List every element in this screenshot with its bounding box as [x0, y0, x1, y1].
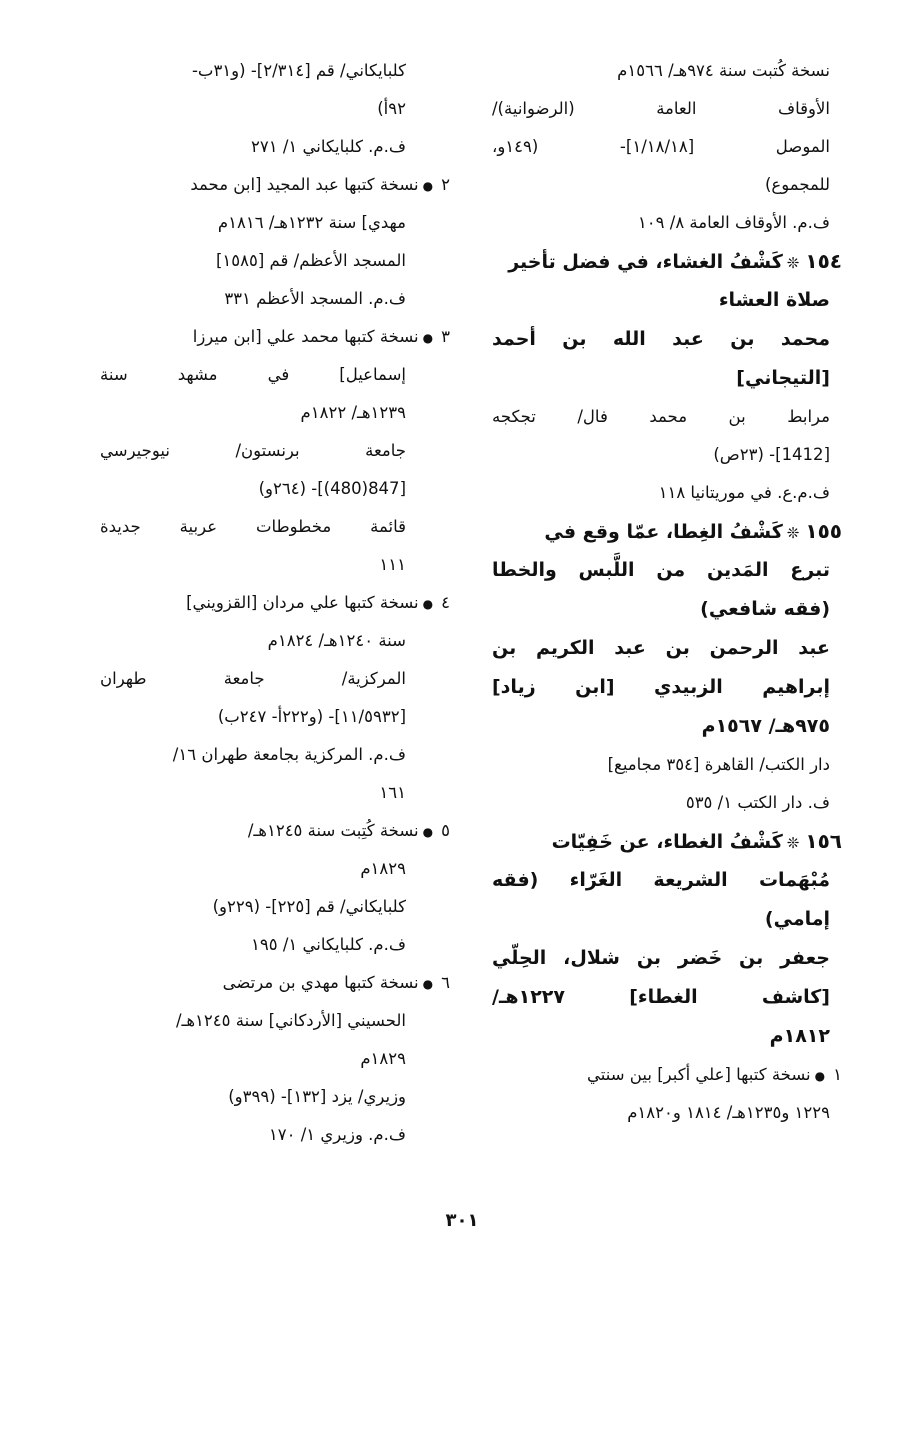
text-line: نسخة كُتبت سنة ٩٧٤هـ/ ١٥٦٦م — [617, 61, 830, 80]
left-column — [100, 52, 450, 1154]
text-line: للمجموع) — [764, 175, 830, 194]
copy-number: ٢ — [441, 175, 450, 194]
catalog-reference: ف. دار الكتب ١/ ٥٣٥ — [685, 793, 830, 812]
copy-description: نسخة كتبها عبد المجيد [ابن محمد — [190, 175, 419, 194]
entry-title: تبرع المَدين من اللَّبس والخطا — [492, 559, 830, 581]
entry-number: ١٥٥ — [805, 519, 842, 543]
text-line: ف.م. الأوقاف العامة ٨/ ١٠٩ — [637, 213, 830, 232]
entry-author: إبراهيم الزبيدي [ابن زياد] — [492, 676, 830, 698]
bullet-icon: ● — [422, 824, 434, 839]
entry-number: ١٥٤ — [805, 249, 842, 273]
copy-number: ٥ — [441, 821, 450, 840]
manuscript-location: المسجد الأعظم/ قم [١٥٨٥] — [215, 251, 406, 270]
copy-description: مهدي] سنة ١٢٣٢هـ/ ١٨١٦م — [217, 213, 406, 232]
bullet-icon: ● — [422, 596, 434, 611]
star-icon: ❊ — [786, 834, 800, 852]
copy-description: ١٢٢٩ و١٢٣٥هـ/ ١٨١٤ و١٨٢٠م — [627, 1103, 830, 1122]
entry-author: محمد بن عبد الله بن أحمد — [492, 328, 830, 350]
entry-author: جعفر بن خَضر بن شلال، الحِلّي — [492, 947, 830, 969]
catalog-reference: ف.م. كلبايكاني ١/ ١٩٥ — [251, 935, 406, 954]
copy-description: نسخة كتبها [علي أكبر] بين سنتي — [587, 1065, 811, 1084]
copy-description: إسماعيل] في مشهد سنة — [100, 365, 406, 384]
entry-author: [التيجاني] — [736, 367, 830, 389]
entry-155-heading — [492, 512, 842, 551]
catalog-reference: ف.م. المركزية بجامعة طهران ١٦/ — [172, 745, 406, 764]
copy-number: ٦ — [441, 973, 450, 992]
star-icon: ❊ — [786, 524, 800, 542]
copy-item-6 — [100, 964, 450, 1002]
copy-item-2 — [100, 166, 450, 204]
right-column — [492, 52, 842, 1132]
star-icon: ❊ — [786, 254, 800, 272]
manuscript-shelfmark: [1412]- (٢٣ص) — [713, 445, 830, 464]
copy-item-3 — [100, 318, 450, 356]
copy-description: الحسيني [الأردكاني] سنة ١٢٤٥هـ/ — [175, 1011, 406, 1030]
manuscript-shelfmark: [847(480)]- (٢٦٤و) — [258, 479, 406, 498]
bullet-icon: ● — [814, 1068, 826, 1083]
manuscript-location: وزيري/ يزد [١٣٢]- (٣٩٩و) — [228, 1087, 406, 1106]
copy-description: نسخة كُتِبت سنة ١٢٤٥هـ/ — [247, 821, 419, 840]
entry-author-date: ٩٧٥هـ/ ١٥٦٧م — [701, 715, 830, 737]
manuscript-location: كلبايكاني/ قم [٢٢٥]- (٢٢٩و) — [212, 897, 406, 916]
entry-title: صلاة العشاء — [718, 289, 830, 311]
catalog-reference: ١١١ — [379, 555, 406, 574]
entry-author-date: ١٨١٢م — [769, 1025, 830, 1047]
copy-number: ١ — [833, 1065, 842, 1084]
entry-154-heading — [492, 242, 842, 281]
copy-description: نسخة كتبها محمد علي [ابن ميرزا — [192, 327, 419, 346]
page-number: ٣٠١ — [445, 1210, 479, 1231]
entry-156-heading — [492, 822, 842, 861]
bullet-icon: ● — [422, 178, 434, 193]
copy-description: ١٨٢٩م — [360, 1049, 406, 1068]
copy-description: نسخة كتبها مهدي بن مرتضى — [222, 973, 419, 992]
manuscript-location: المركزية/ جامعة طهران — [100, 669, 406, 688]
text-line: الأوقاف العامة (الرضوانية)/ — [492, 99, 830, 118]
copy-description: ١٢٣٩هـ/ ١٨٢٢م — [300, 403, 406, 422]
catalog-reference: ف.م. المسجد الأعظم ٣٣١ — [224, 289, 406, 308]
catalog-reference: ١٦١ — [379, 783, 406, 802]
copy-description: نسخة كتبها علي مردان [القزويني] — [186, 593, 419, 612]
copy-item-4 — [100, 584, 450, 622]
copy-description: ١٨٢٩م — [360, 859, 406, 878]
entry-author: عبد الرحمن بن عبد الكريم بن — [492, 637, 830, 659]
manuscript-shelfmark: [١١/٥٩٣٢]- (و٢٢٢أ- ٢٤٧ب) — [217, 707, 406, 726]
catalog-reference: قائمة مخطوطات عربية جديدة — [100, 517, 406, 536]
entry-title: مُبْهَمات الشريعة الغَرّاء (فقه — [492, 869, 830, 891]
entry-title: (فقه شافعي) — [700, 598, 830, 620]
manuscript-location: مرابط بن محمد فال/ تجكجه — [492, 407, 830, 426]
bullet-icon: ● — [422, 330, 434, 345]
manuscript-location: كلبايكاني/ قم [٢/٣١٤]- (و٣١ب- — [191, 61, 406, 80]
manuscript-location: دار الكتب/ القاهرة [٣٥٤ مجاميع] — [607, 755, 830, 774]
entry-number: ١٥٦ — [805, 829, 842, 853]
copy-item-5 — [100, 812, 450, 850]
catalog-reference: ف.م. كلبايكاني ١/ ٢٧١ — [251, 137, 406, 156]
copy-item-1 — [492, 1056, 842, 1094]
entry-author: [كاشف الغطاء] ١٢٢٧هـ/ — [492, 986, 830, 1008]
entry-title: إمامي) — [764, 908, 830, 930]
manuscript-location: جامعة برنستون/ نيوجيرسي — [100, 441, 406, 460]
entry-title: كَشْفُ الغشاء، في فضل تأخير — [508, 251, 783, 273]
text-line: الموصل [١/١٨/١٨]- (١٤٩و، — [492, 137, 830, 156]
copy-number: ٤ — [441, 593, 450, 612]
entry-title: كَشْفُ الغطاء، عن خَفِيّات — [551, 831, 783, 853]
copy-description: سنة ١٢٤٠هـ/ ١٨٢٤م — [267, 631, 406, 650]
bullet-icon: ● — [422, 976, 434, 991]
catalog-reference: ف.م.ع. في موريتانيا ١١٨ — [658, 483, 830, 502]
catalog-reference: ف.م. وزيري ١/ ١٧٠ — [268, 1125, 406, 1144]
entry-title: كَشْفُ الغِطا، عمّا وقع في — [544, 521, 783, 543]
manuscript-shelfmark: ٩٢أ) — [377, 99, 406, 118]
copy-number: ٣ — [441, 327, 450, 346]
